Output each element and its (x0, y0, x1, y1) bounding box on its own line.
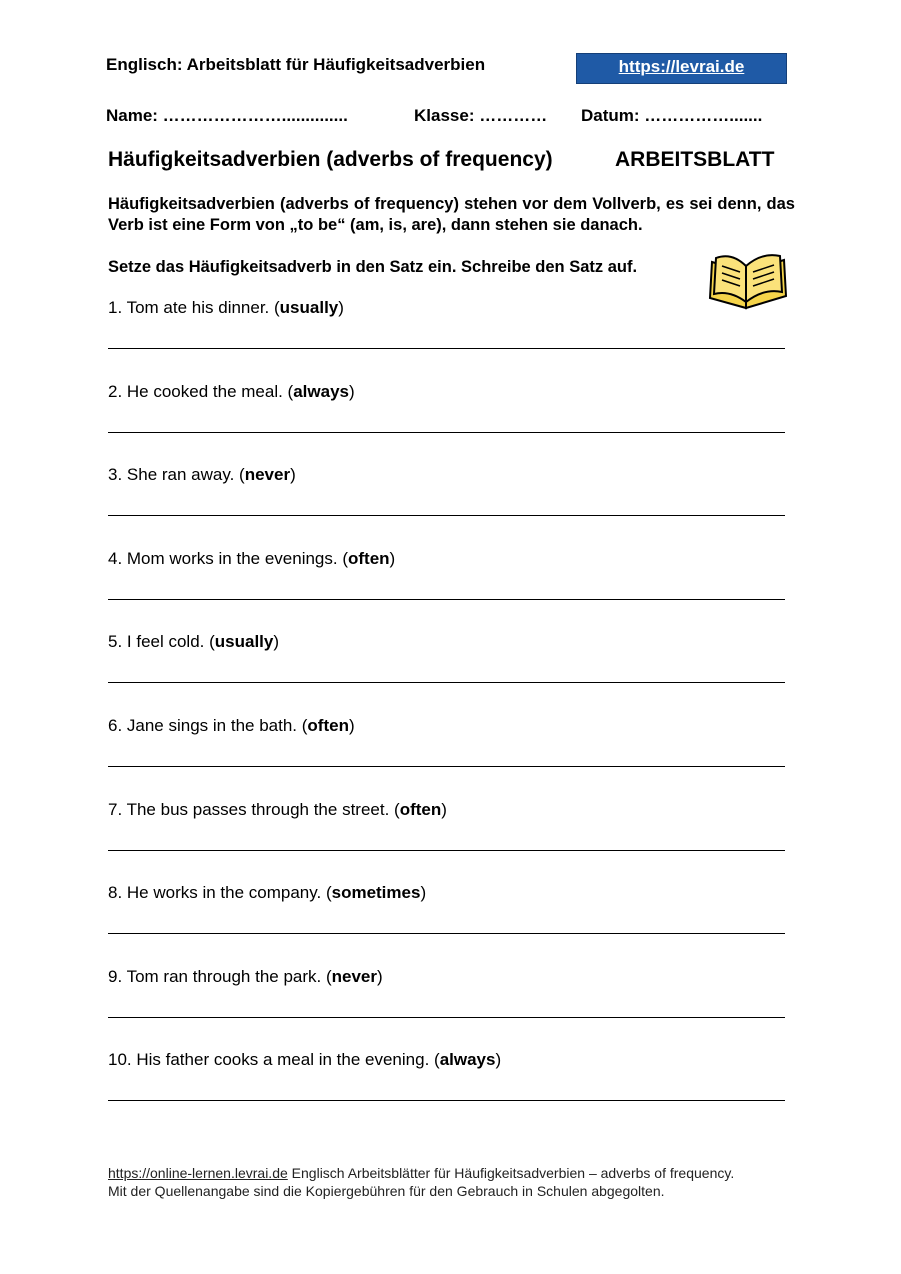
exercise-sentence (108, 800, 788, 820)
adverb-hint: always (293, 382, 349, 401)
exercise-sentence (108, 883, 788, 903)
closing-paren: ) (348, 382, 355, 401)
adverb-hint: never (331, 967, 378, 986)
exercise-item (108, 800, 788, 820)
closing-paren: ) (441, 800, 447, 819)
answer-line[interactable] (108, 599, 785, 600)
sentence-text: 5. I feel cold. ( (108, 632, 215, 651)
sentence-text: 2. He cooked the meal. ( (108, 382, 294, 401)
worksheet-label: ARBEITSBLATT (615, 148, 775, 171)
exercise-sentence (108, 967, 788, 987)
exercise-item (108, 716, 788, 736)
adverb-hint: often (399, 800, 442, 819)
exercise-item (108, 549, 788, 569)
answer-line[interactable] (108, 1017, 785, 1018)
exercise-item (108, 967, 788, 987)
website-link-box[interactable] (576, 53, 787, 84)
exercise-sentence (108, 632, 788, 652)
answer-line[interactable] (108, 1100, 785, 1101)
worksheet-title: Häufigkeitsadverbien (adverbs of frequency) (108, 148, 553, 171)
answer-line[interactable] (108, 850, 785, 851)
exercise-sentence (108, 382, 788, 402)
adverb-hint: never (244, 465, 291, 484)
closing-paren: ) (377, 967, 383, 986)
sentence-text: 7. The bus passes through the street. ( (108, 800, 400, 819)
closing-paren: ) (348, 716, 355, 735)
closing-paren: ) (290, 465, 296, 484)
intro-paragraph: Häufigkeitsadverbien (adverbs of frequency) stehen vor dem Vollverb, es sei denn, das Verb ist eine Form von „to be“ (am, is, are), dann stehen sie danach. (108, 195, 795, 234)
exercise-item (108, 298, 788, 318)
answer-line[interactable] (108, 933, 785, 934)
closing-paren: ) (389, 549, 396, 568)
exercise-sentence (108, 1050, 788, 1070)
adverb-hint: always (439, 1050, 496, 1069)
closing-paren: ) (420, 883, 427, 902)
sentence-text: 3. She ran away. ( (108, 465, 245, 484)
sentence-text: 8. He works in the company. ( (108, 883, 332, 902)
exercise-sentence (108, 716, 788, 736)
footer-line2: Mit der Quellenangabe sind die Kopiergebühren für den Gebrauch in Schulen abgegolten. (108, 1183, 665, 1199)
sentence-text: 1. Tom ate his dinner. ( (108, 298, 280, 317)
answer-line[interactable] (108, 766, 785, 767)
answer-line[interactable] (108, 682, 785, 683)
exercise-item (108, 465, 788, 485)
adverb-hint: often (347, 549, 390, 568)
website-link[interactable]: https://levrai.de (618, 57, 745, 76)
adverb-hint: usually (279, 298, 339, 317)
adverb-hint: often (307, 716, 349, 735)
exercise-item (108, 382, 788, 402)
class-field: Klasse: ………… (414, 106, 548, 125)
closing-paren: ) (338, 298, 344, 317)
sentence-text: 9. Tom ran through the park. ( (108, 967, 332, 986)
answer-line[interactable] (108, 348, 785, 349)
date-field: Datum: ……………....... (581, 106, 763, 125)
footer-line1: Englisch Arbeitsblätter für Häufigkeitsadverbien – adverbs of frequency. (287, 1165, 735, 1181)
answer-line[interactable] (108, 515, 785, 516)
closing-paren: ) (273, 632, 280, 651)
sentence-text: 10. His father cooks a meal in the evening. ( (108, 1050, 440, 1069)
name-field: Name: ………………….............. (106, 106, 348, 125)
exercise-item (108, 632, 788, 652)
footer (108, 1164, 734, 1200)
adverb-hint: usually (214, 632, 274, 651)
sentence-text: 6. Jane sings in the bath. ( (108, 716, 308, 735)
adverb-hint: sometimes (331, 883, 421, 902)
task-instruction: Setze das Häufigkeitsadverb in den Satz ein. Schreibe den Satz auf. (108, 258, 638, 276)
exercise-sentence (108, 465, 788, 485)
worksheet-header-title: Englisch: Arbeitsblatt für Häufigkeitsadverbien (106, 55, 486, 74)
footer-link[interactable]: https://online-lernen.levrai.de (108, 1165, 288, 1181)
exercise-item (108, 1050, 788, 1070)
exercise-sentence (108, 549, 788, 569)
exercise-item (108, 883, 788, 903)
answer-line[interactable] (108, 432, 785, 433)
closing-paren: ) (495, 1050, 502, 1069)
exercise-sentence (108, 298, 788, 318)
sentence-text: 4. Mom works in the evenings. ( (108, 549, 348, 568)
